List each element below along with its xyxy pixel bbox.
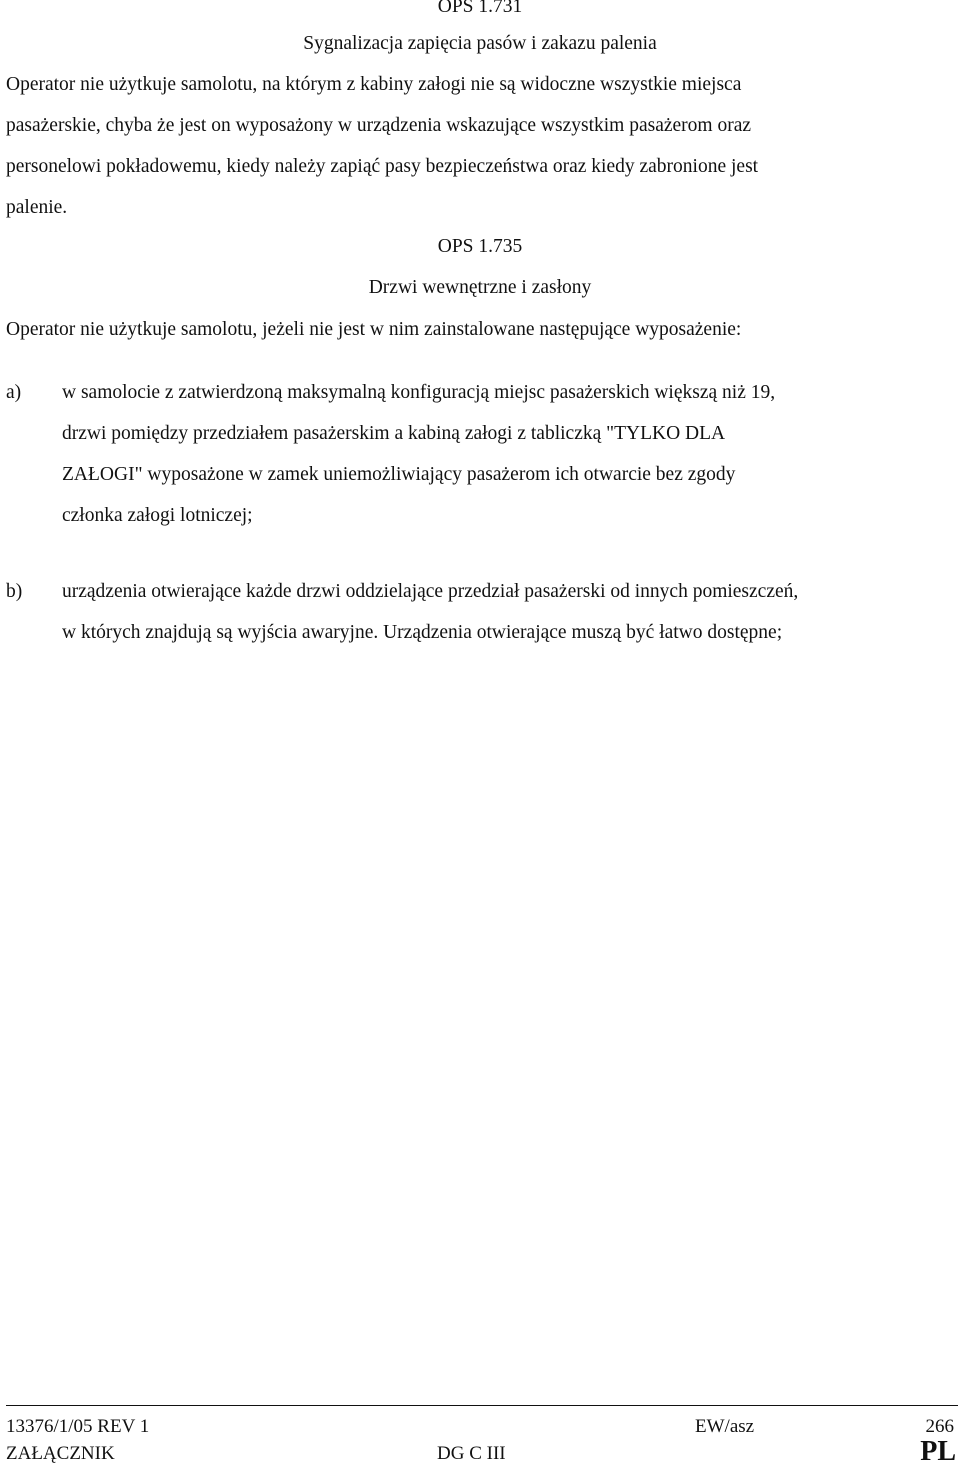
footer-page-number: 266: [925, 1416, 954, 1437]
list-marker: a): [6, 382, 22, 403]
section-title: Drzwi wewnętrzne i zasłony: [368, 277, 592, 298]
list-item-line: ZAŁOGI" wyposażone w zamek uniemożliwiający pasażerom ich otwarcie bez zgody: [62, 464, 736, 485]
list-item-line: członka załogi lotniczej;: [62, 505, 253, 526]
footer-initials: EW/asz: [695, 1416, 755, 1437]
footer-language-code: PL: [920, 1436, 956, 1467]
footer-doc-ref: 13376/1/05 REV 1: [6, 1416, 150, 1437]
paragraph-intro: Operator nie użytkuje samolotu, jeżeli nie jest w nim zainstalowane następujące wyposażenie:: [6, 319, 742, 340]
list-item-line: w których znajdują są wyjścia awaryjne. Urządzenia otwierające muszą być łatwo dostępne;: [62, 622, 783, 643]
list-item-line: drzwi pomiędzy przedziałem pasażerskim a kabiną załogi z tabliczką "TYLKO DLA: [62, 423, 726, 444]
footer-annex: ZAŁĄCZNIK: [6, 1443, 115, 1464]
paragraph-line: pasażerskie, chyba że jest on wyposażony w urządzenia wskazujące wszystkim pasażerom oraz: [6, 115, 752, 136]
list-item-line: w samolocie z zatwierdzoną maksymalną konfiguracją miejsc pasażerskich większą niż 19,: [62, 382, 776, 403]
section-title: Sygnalizacja zapięcia pasów i zakazu palenia: [303, 33, 657, 54]
footer-divider: [6, 1405, 958, 1406]
paragraph-line: Operator nie użytkuje samolotu, na którym z kabiny załogi nie są widoczne wszystkie miejsca: [6, 74, 742, 95]
list-marker: b): [6, 581, 23, 602]
paragraph-line: palenie.: [6, 197, 68, 218]
paragraph-line: personelowi pokładowemu, kiedy należy zapiąć pasy bezpieczeństwa oraz kiedy zabronione jest: [6, 156, 759, 177]
section-code: OPS 1.735: [437, 236, 523, 257]
section-code: OPS 1.731: [437, 0, 523, 17]
footer-dg: DG C III: [437, 1443, 506, 1464]
list-item-line: urządzenia otwierające każde drzwi oddzielające przedział pasażerski od innych pomieszczeń,: [62, 581, 799, 602]
